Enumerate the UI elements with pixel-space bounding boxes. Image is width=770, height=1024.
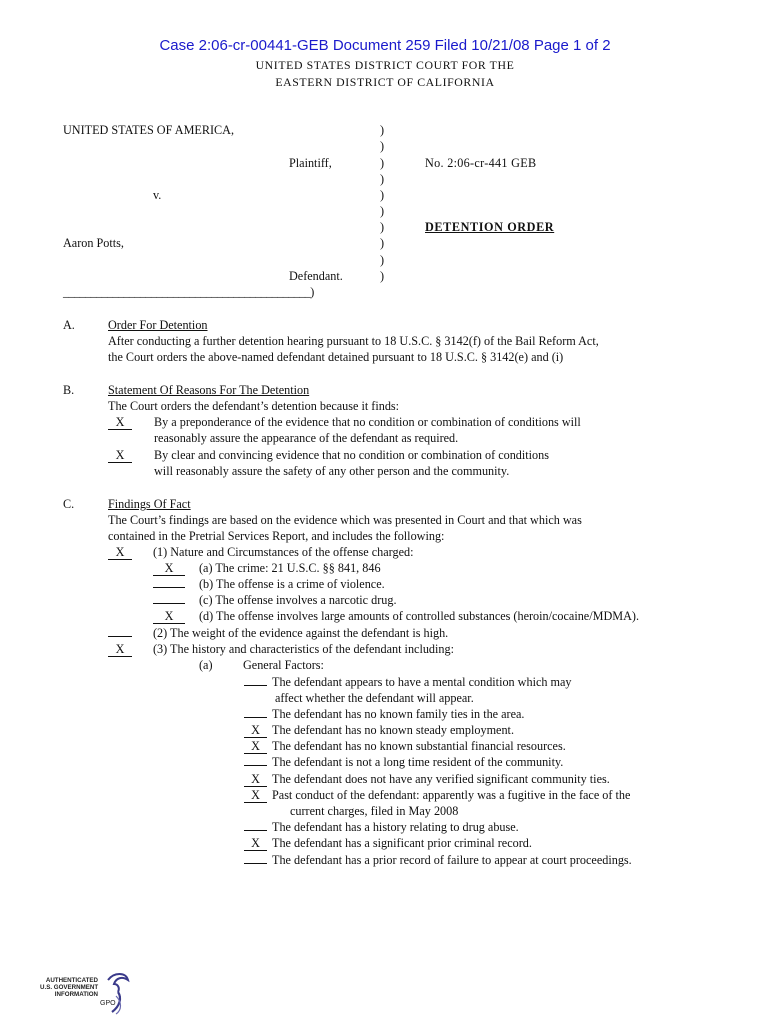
caption-paren: )	[380, 236, 385, 250]
logo-gpo-text: GPO	[100, 1000, 116, 1007]
section-b-letter: B.	[63, 383, 75, 397]
checkbox-mark: X	[244, 740, 267, 754]
section-c-letter: C.	[63, 497, 75, 511]
checkbox-mark	[244, 717, 267, 718]
checkbox-mark: X	[108, 643, 132, 657]
checkbox-mark: X	[244, 773, 267, 787]
factor-text: affect whether the defendant will appear.	[275, 691, 474, 705]
factor-text: The defendant has a history relating to drug abuse.	[272, 820, 519, 834]
checkbox-mark: X	[108, 416, 132, 430]
checkbox-mark: X	[153, 610, 185, 624]
factor-text: The defendant appears to have a mental condition which may	[272, 675, 572, 689]
checkbox-mark	[244, 685, 267, 686]
factor-text: The defendant is not a long time resident of the community.	[272, 755, 564, 769]
factor-text: Past conduct of the defendant: apparently was a fugitive in the face of the	[272, 788, 631, 802]
caption-paren: )	[380, 253, 385, 267]
factor-text: current charges, filed in May 2008	[290, 804, 459, 818]
finding-text: (b) The offense is a crime of violence.	[199, 577, 385, 591]
section-c-text: The Court’s findings are based on the evidence which was presented in Court and that which was	[108, 513, 582, 527]
caption-paren: )	[380, 220, 385, 234]
section-a-heading: Order For Detention	[108, 318, 208, 332]
caption-paren: )	[380, 139, 385, 153]
finding-text: By clear and convincing evidence that no condition or combination of conditions	[154, 448, 549, 462]
section-a-text: After conducting a further detention hearing pursuant to 18 U.S.C. § 3142(f) of the Bail Reform Act,	[108, 334, 599, 348]
factor-text: The defendant has no known substantial financial resources.	[272, 739, 566, 753]
section-a-text: the Court orders the above-named defendant detained pursuant to 18 U.S.C. § 3142(e) and (i)	[108, 350, 564, 364]
factor-text: The defendant has no known family ties in the area.	[272, 707, 525, 721]
finding-text: (c) The offense involves a narcotic drug.	[199, 593, 397, 607]
general-factors-title: General Factors:	[243, 658, 324, 672]
checkbox-mark: X	[244, 837, 267, 851]
caption-paren: )	[380, 156, 385, 170]
caption-paren: )	[380, 204, 385, 218]
case-number: No. 2:06-cr-441 GEB	[425, 156, 537, 170]
logo-text: AUTHENTICATED U.S. GOVERNMENT INFORMATION	[40, 977, 99, 998]
caption-rule: _____________________________________________)	[63, 285, 314, 299]
section-b-heading: Statement Of Reasons For The Detention	[108, 383, 310, 397]
finding-text: (2) The weight of the evidence against the defendant is high.	[153, 626, 449, 640]
checkbox-mark	[153, 587, 185, 588]
caption-paren: )	[380, 172, 385, 186]
checkbox-mark: X	[153, 562, 185, 576]
checkbox-mark: X	[244, 724, 267, 738]
court-name-line1: UNITED STATES DISTRICT COURT FOR THE	[255, 58, 515, 72]
plaintiff-label: Plaintiff,	[289, 156, 332, 170]
finding-text: (3) The history and characteristics of the defendant including:	[153, 642, 454, 656]
checkbox-mark: X	[108, 546, 132, 560]
section-c-heading: Findings Of Fact	[108, 497, 191, 511]
factor-text: The defendant has a significant prior criminal record.	[272, 836, 532, 850]
finding-text: (d) The offense involves large amounts of controlled substances (heroin/cocaine/MDMA).	[199, 609, 639, 623]
caption-paren: )	[380, 188, 385, 202]
defendant-name: Aaron Potts,	[63, 236, 124, 250]
plaintiff-name: UNITED STATES OF AMERICA,	[63, 123, 235, 137]
finding-text: (a) The crime: 21 U.S.C. §§ 841, 846	[199, 561, 381, 575]
section-a-letter: A.	[63, 318, 75, 332]
finding-text: will reasonably assure the safety of any other person and the community.	[154, 464, 510, 478]
court-name-line2: EASTERN DISTRICT OF CALIFORNIA	[275, 75, 495, 89]
section-b-intro: The Court orders the defendant’s detention because it finds:	[108, 399, 400, 413]
checkbox-mark	[244, 863, 267, 864]
factor-text: The defendant does not have any verified significant community ties.	[272, 772, 610, 786]
checkbox-mark	[244, 830, 267, 831]
checkbox-mark	[244, 765, 267, 766]
caption-paren: )	[380, 123, 385, 137]
document-title: DETENTION ORDER	[425, 220, 555, 234]
gpo-authenticated-logo	[40, 972, 130, 1016]
checkbox-mark: X	[108, 449, 132, 463]
finding-text: (1) Nature and Circumstances of the offense charged:	[153, 545, 414, 559]
checkbox-mark	[108, 636, 132, 637]
factor-text: The defendant has a prior record of failure to appear at court proceedings.	[272, 853, 632, 867]
checkbox-mark	[153, 603, 185, 604]
finding-text: By a preponderance of the evidence that no condition or combination of conditions will	[154, 415, 581, 429]
factor-text: The defendant has no known steady employment.	[272, 723, 514, 737]
versus-label: v.	[153, 188, 162, 202]
case-header-stamp: Case 2:06-cr-00441-GEB Document 259 Filed 10/21/08 Page 1 of 2	[159, 37, 611, 54]
general-factors-label: (a)	[199, 658, 213, 672]
caption-paren: )	[380, 269, 385, 283]
eagle-emblem-icon	[102, 972, 130, 1016]
defendant-label: Defendant.	[289, 269, 343, 283]
finding-text: reasonably assure the appearance of the defendant as required.	[154, 431, 459, 445]
section-c-text: contained in the Pretrial Services Report, and includes the following:	[108, 529, 445, 543]
checkbox-mark: X	[244, 789, 267, 803]
